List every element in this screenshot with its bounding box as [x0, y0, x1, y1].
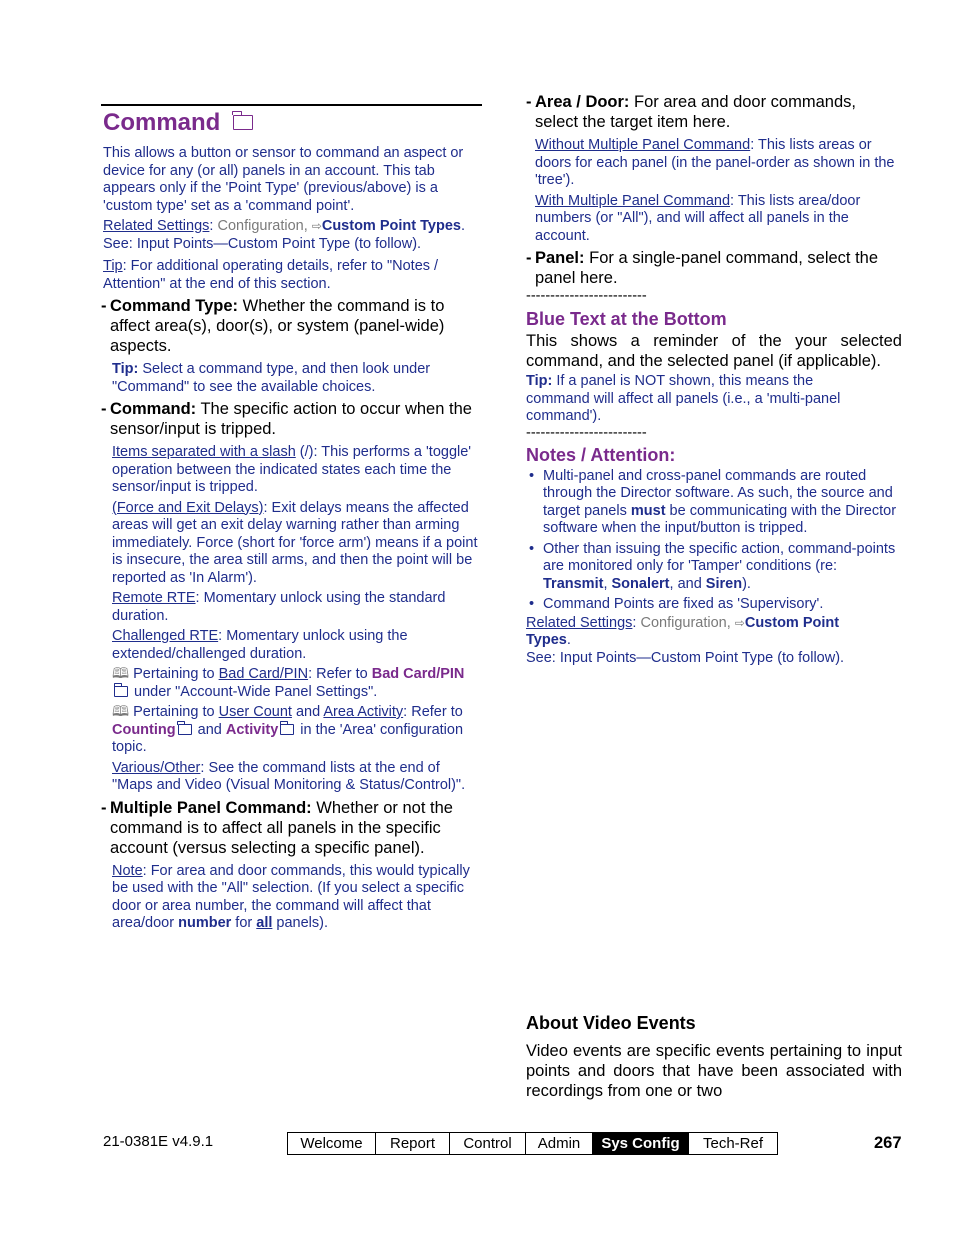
tab-tech-ref[interactable]: Tech-Ref	[702, 1135, 764, 1152]
command-type-text: Whether the command is to affect area(s), door(s), or system (panel-wide) aspects.	[110, 297, 445, 355]
see-line: See: Input Points—Custom Point Type (to follow).	[103, 235, 422, 252]
blue-tip-label: Tip:	[526, 373, 553, 389]
multi-panel-label: Multiple Panel Command:	[110, 798, 312, 817]
area-door-item	[526, 92, 895, 132]
without-multi-text: : This lists areas or doors for each panel (in the panel-order as shown in the 'tree').	[535, 137, 895, 188]
activity-link[interactable]: Activity	[225, 721, 279, 738]
footer-nav	[287, 1132, 778, 1155]
right-related-path: Configuration,	[640, 614, 735, 631]
blue-tip-text: If a panel is NOT shown, this means the command will affect all panels (i.e., a 'multi-panel command').	[526, 373, 841, 424]
folder-icon	[233, 115, 253, 130]
various-paragraph	[112, 760, 478, 795]
without-paragraph	[535, 137, 897, 190]
bullet1-text: Multi-panel and cross-panel commands are routed through the Director software. As such, the source and target panels	[543, 467, 893, 519]
bullet1-text-end: be communicating with the Director software when the input/button is tripped.	[543, 502, 897, 536]
right-custom-point-types-link[interactable]: Custom Point Types	[526, 614, 840, 648]
with-paragraph	[535, 193, 897, 246]
section-title	[101, 109, 482, 137]
area-activity-link[interactable]: Area Activity	[323, 704, 404, 720]
folder-icon	[114, 686, 128, 697]
panel-item	[526, 248, 905, 288]
arrow-right-icon: ⇨	[734, 615, 745, 630]
command-text: The specific action to occur when the sensor/input is tripped.	[110, 400, 472, 438]
right-related-settings-link[interactable]: Related Settings	[526, 614, 633, 631]
notes-list	[527, 468, 903, 614]
book-icon: 🕮	[112, 666, 130, 682]
list-item	[543, 468, 903, 538]
right-related-sep: :	[632, 614, 641, 631]
bullet2-text: Other than issuing the specific action, command-points are monitored only for 'Tamper' conditions (re:	[543, 540, 896, 574]
tab-welcome[interactable]: Welcome	[288, 1133, 376, 1154]
force-label: (Force and Exit Delays)	[112, 499, 264, 516]
tab-admin[interactable]: Admin	[526, 1133, 593, 1154]
force-paragraph	[112, 500, 478, 588]
divider-1: -------------------------	[526, 288, 647, 304]
remote-rte-label: Remote RTE	[112, 590, 196, 606]
area-door-text: For area and door commands, select the target item here.	[535, 93, 856, 131]
right-see-line: See: Input Points—Custom Point Type (to follow).	[526, 649, 845, 666]
command-type-label: Command Type:	[110, 297, 239, 315]
note-bold-all: all	[256, 915, 273, 931]
related-settings-link[interactable]: Related Settings	[103, 218, 210, 234]
badcard-end: under "Account-Wide Panel Settings".	[130, 683, 378, 700]
user-count-link[interactable]: User Count	[218, 704, 292, 720]
blue-tip	[526, 373, 866, 426]
title-rule	[101, 104, 482, 106]
list-item	[543, 541, 903, 594]
panel-label: Panel:	[535, 249, 585, 267]
badcard-pre: Pertaining to	[129, 666, 219, 682]
with-multi-label: With Multiple Panel Command	[535, 192, 731, 209]
transmit-bold: Transmit	[543, 575, 604, 592]
tip-text: : For additional operating details, refer to "Notes / Attention" at the end of this section.	[103, 258, 439, 292]
related-path: Configuration,	[217, 218, 312, 234]
badcard-mid: : Refer to	[308, 666, 372, 682]
command-type-tip	[112, 361, 462, 396]
notes-heading: Notes / Attention:	[526, 444, 676, 465]
note-end: panels).	[272, 915, 329, 931]
note-label: Note	[112, 862, 143, 879]
note-paragraph	[112, 863, 480, 933]
command-label: Command:	[110, 400, 197, 418]
badcard-link[interactable]: Bad Card/PIN	[218, 666, 309, 682]
folder-icon	[178, 724, 192, 735]
arrow-right-icon: ⇨	[311, 219, 322, 233]
tab-report[interactable]: Report	[376, 1133, 450, 1154]
section-title-text: Command	[103, 109, 221, 136]
force-text: : Exit delays means the affected areas will get an exit delay warning rather than arming immediately. Force (short for 'force arm') means if a point is insecure, the area still arms, and then the point will be reported as 'In Alarm').	[112, 499, 478, 586]
bullet1-bold: must	[630, 502, 666, 519]
sonalert-bold: Sonalert	[611, 575, 670, 592]
tab-sys-config[interactable]: Sys Config	[593, 1133, 689, 1154]
related-settings	[103, 218, 481, 236]
remote-paragraph	[112, 590, 478, 625]
blue-text-body: This shows a reminder of the your selected command, and the selected panel (if applicable).	[526, 332, 902, 370]
command-item	[101, 399, 480, 439]
book-icon: 🕮	[112, 704, 130, 720]
note-for: for	[231, 915, 257, 931]
intro-text: This allows a button or sensor to command an aspect or device for any (or all) panels in an account. This tab appears only if the 'Point Type' (previous/above) is a 'custom type' set as a 'command point'.	[103, 145, 464, 214]
list-item: • Command Points are fixed as 'Supervisory'.	[543, 596, 903, 614]
command-type-tip-label: Tip:	[112, 361, 139, 377]
right-column	[526, 92, 904, 667]
challenged-paragraph	[112, 628, 478, 663]
count-mid: : Refer to	[403, 704, 463, 720]
right-related-settings	[526, 615, 886, 650]
counting-link[interactable]: Counting	[112, 721, 176, 738]
count-paragraph	[112, 704, 478, 757]
remote-rte-text: : Momentary unlock using the standard duration.	[112, 590, 446, 624]
right-related-end: .	[566, 632, 571, 648]
about-body: Video events are specific events pertaining to input points and doors that have been associated with recordings from one or two	[526, 1042, 902, 1100]
command-details	[112, 444, 478, 795]
without-multi-label: Without Multiple Panel Command	[535, 137, 751, 153]
with-multi-text: : This lists area/door numbers (or "All"), and will affect all panels in the account.	[535, 192, 861, 244]
slash-label: Items separated with a slash	[112, 444, 296, 460]
bullet2-end: ).	[742, 575, 751, 592]
tip-label: Tip	[103, 258, 123, 274]
related-end: .	[460, 218, 465, 234]
area-door-label: Area / Door:	[535, 93, 630, 111]
count-pre: Pertaining to	[129, 704, 219, 720]
about-video-section	[526, 1012, 902, 1101]
count-and2: and	[193, 721, 226, 738]
siren-bold: Siren	[705, 575, 743, 592]
command-type-item	[101, 296, 472, 356]
bullet2-sep1: ,	[603, 575, 612, 592]
about-heading: About Video Events	[526, 1013, 696, 1033]
left-column	[101, 104, 482, 933]
challenged-rte-label: Challenged RTE	[112, 628, 219, 644]
custom-point-types-link[interactable]: Custom Point Types	[321, 218, 461, 234]
multi-panel-text: Whether or not the command is to affect all panels in the specific account (versus selecting a specific panel).	[110, 798, 453, 857]
note-bold-number: number	[178, 915, 232, 931]
badcard-paragraph	[112, 666, 478, 701]
badcard-bold-link[interactable]: Bad Card/PIN	[371, 666, 465, 682]
tab-control[interactable]: Control	[450, 1133, 526, 1154]
blue-text-heading: Blue Text at the Bottom	[526, 309, 727, 329]
slash-paragraph	[112, 444, 478, 497]
count-end: in the 'Area' configuration topic.	[112, 721, 464, 755]
panel-text: For a single-panel command, select the panel here.	[535, 249, 879, 287]
count-and: and	[291, 704, 324, 720]
various-label: Various/Other	[112, 759, 201, 776]
related-sep: :	[209, 218, 218, 234]
divider-2: -------------------------	[526, 424, 647, 441]
note-text: : For area and door commands, this would typically be used with the "All" selection. (If you select a specific door or area number, the command will affect that area/door	[112, 862, 470, 931]
slash-text: (/): This performs a 'toggle' operation between the indicated states each time the sensor/input is tripped.	[112, 444, 472, 495]
page-number: 267	[874, 1134, 902, 1152]
multi-panel-item	[101, 798, 478, 858]
challenged-rte-text: : Momentary unlock using the extended/challenged duration.	[112, 628, 408, 662]
doc-id: 21-0381E v4.9.1	[103, 1133, 214, 1150]
bullet2-sep2: , and	[669, 575, 706, 592]
command-type-tip-text: Select a command type, and then look under "Command" to see the available choices.	[112, 361, 431, 395]
tip-paragraph	[103, 258, 481, 293]
various-text: : See the command lists at the end of "Maps and Video (Visual Monitoring & Status/Control)".	[112, 759, 466, 793]
folder-icon	[280, 724, 294, 735]
